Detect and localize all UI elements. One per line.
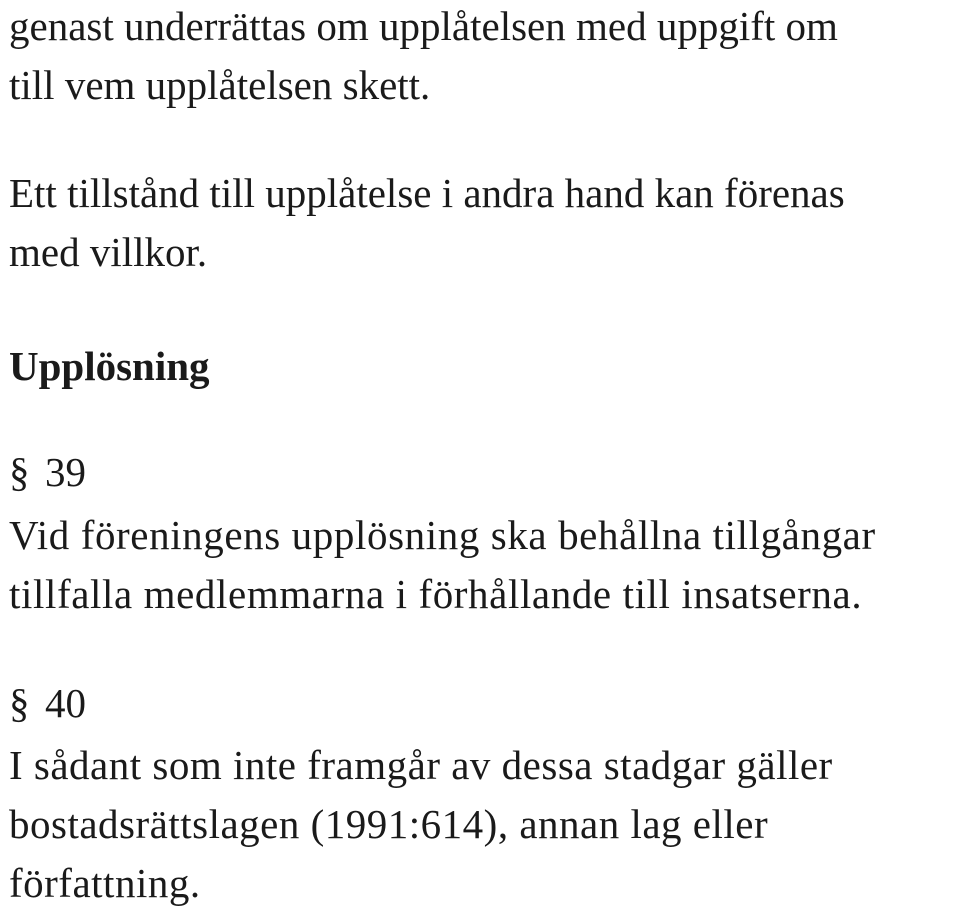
- section-number: 40: [45, 680, 86, 726]
- section-symbol: §: [9, 449, 30, 495]
- text-line: I sådant som inte framgår av dessa stadgar gäller: [9, 742, 833, 788]
- text-line: Vid föreningens upplösning ska behållna tillgångar: [9, 512, 876, 558]
- paragraph-tillstand-villkor: [9, 164, 845, 282]
- text-line: tillfalla medlemmarna i förhållande till insatserna.: [9, 571, 863, 617]
- text-line: bostadsrättslagen (1991:614), annan lag eller: [9, 801, 769, 847]
- paragraph-upplatelse-notice: [9, 0, 838, 115]
- section-heading-upplosning: Upplösning: [9, 343, 210, 389]
- text-line: med villkor.: [9, 229, 208, 275]
- section-39-text: [9, 506, 876, 624]
- text-line: Ett tillstånd till upplåtelse i andra hand kan förenas: [9, 170, 845, 216]
- section-number: 39: [45, 449, 86, 495]
- section-number-39: [9, 443, 86, 502]
- text-line: författning.: [9, 860, 201, 906]
- text-line: genast underrättas om upplåtelsen med uppgift om: [9, 3, 838, 49]
- section-40-text: [9, 736, 833, 913]
- section-symbol: §: [9, 680, 30, 726]
- section-number-40: [9, 674, 86, 733]
- text-line: till vem upplåtelsen skett.: [9, 62, 431, 108]
